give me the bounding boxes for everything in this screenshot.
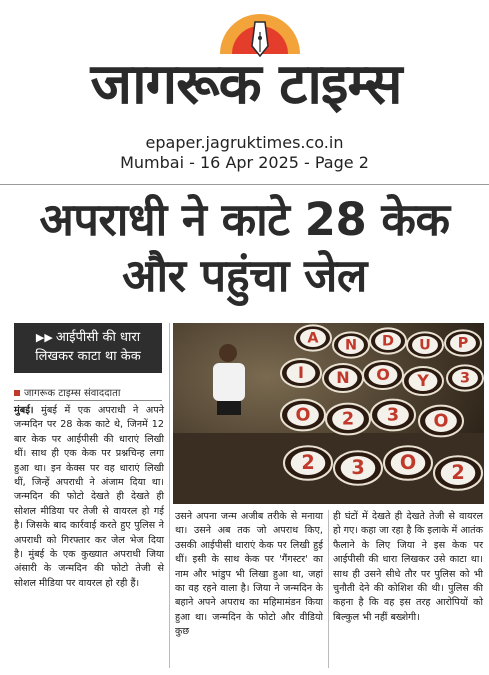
article-column-3: ही घंटों में देखते ही देखते तेजी से वायरल हो गए। कहा जा रहा है कि इलाके में आतंक फैलाने के लिए जिया ने इस केक पर आईपीसी की धारा लिखकर उसे काटा था। साथ ही उसने सीधे तौर पर पुलिस को भी चुनौती देने की कोशिश की थी। पुलिस की कहना है कि वह इस तरह आरोपियों को बिल्कुल भी नहीं बख्शेगी। (333, 511, 483, 623)
cake-letter: 3 (386, 405, 400, 426)
cake (419, 406, 463, 437)
cake (363, 361, 403, 389)
cake (334, 451, 382, 485)
cake-letter: N (336, 368, 350, 387)
cake (370, 328, 406, 353)
header-divider (0, 184, 489, 185)
cake (281, 359, 321, 387)
kicker-line-2: लिखकर काटा था केक (35, 349, 141, 364)
cake (384, 446, 432, 480)
cake (371, 400, 415, 431)
cake-letter: O (433, 411, 449, 432)
article-column-1 (14, 404, 164, 591)
article-photo (173, 323, 484, 504)
edition-url[interactable]: epaper.jagruktimes.co.in (145, 133, 344, 152)
column-1-text: मुंबई में एक अपराधी ने अपने जन्मदिन पर 28 केक काटे थे, जिनमें 12 बार केक पर आईपीसी की धाराएं लिखी थीं। साथ ही एक केक पर प्रश्नचिन्ह लगा हुआ था। इन केक्स पर वह धाराएं लिखी थीं, जिन्हें अपराधी ने अंजाम दिया था। जन्मदिन की फोटो देखते ही देखते ही सोशल मीडिया पर तेजी से वायरल हो गई है। जिसके बाद कार्रवाई करते हुए पुलिस ने अपराधी को गिरफ्तार कर जेल भेज दिया है। मुंबई के एक कुख्यात अपराधी जिया अंसारी के जन्मदिन की फोटो तेजी से सोशल मीडिया पर वायरल हो रही हैं। (14, 405, 164, 589)
cake-letter: Y (417, 371, 429, 390)
byline-text: जागरूक टाइम्स संवाददाता (24, 388, 121, 399)
cake (447, 365, 483, 390)
edition-dateline: Mumbai - 16 Apr 2025 - Page 2 (120, 153, 369, 172)
cake (407, 332, 443, 357)
cake-letter: 3 (351, 456, 365, 479)
cake (403, 367, 443, 395)
cake (284, 446, 332, 480)
cake (333, 332, 369, 357)
cake-letter: D (382, 333, 394, 350)
article-column-2: उसने अपना जन्म अजीब तरीके से मनाया था। उसने अब तक जो अपराध किए, उसकी आईपीसी धाराएं केक पर लिखी हुई थीं। इसी के साथ केक पर 'गैंगस्टर' का नाम और भांडुप भी लिखा हुआ था, जहां का वह रहने वाला है। जिया ने जन्मदिन के बहाने अपने अपराध का महिमामंडन किया हुआ था। जन्मदिन के फोटो और वीडियो कुछ (175, 511, 323, 638)
cake-letter: 2 (341, 409, 355, 430)
cake-letter: P (457, 335, 469, 352)
cake (281, 400, 325, 431)
cake (445, 330, 481, 355)
cake-letter: O (399, 451, 417, 474)
kicker-box (14, 323, 162, 373)
byline (14, 385, 162, 399)
cake (295, 325, 331, 350)
dateline-lead: मुंबई। (14, 405, 34, 416)
cake-letter: 2 (451, 461, 465, 484)
masthead-title: जागरूक टाइम्स (90, 52, 402, 117)
cake-letter: O (376, 365, 390, 384)
headline-line-2: और पहुंचा जेल (122, 249, 367, 302)
kicker-line-1: आईपीसी की धारा (55, 330, 141, 345)
byline-square-icon (14, 390, 20, 396)
cake-letter: U (419, 337, 431, 354)
cake-letter: O (295, 405, 311, 426)
cake-letter: N (344, 337, 358, 354)
cake (434, 456, 482, 490)
column-divider-1 (169, 323, 170, 668)
byline-divider (14, 400, 162, 401)
cake (323, 364, 363, 392)
column-divider-2 (328, 510, 329, 668)
cake-letter: I (298, 363, 304, 382)
headline-line-1: अपराधी ने काटे 28 केक (39, 193, 450, 246)
double-chevron-right-icon: ▶▶ (35, 331, 53, 344)
cake-letter: 2 (301, 451, 315, 474)
cake-letter: 3 (459, 370, 471, 387)
cake (326, 404, 370, 435)
cake-letter: A (307, 330, 319, 347)
